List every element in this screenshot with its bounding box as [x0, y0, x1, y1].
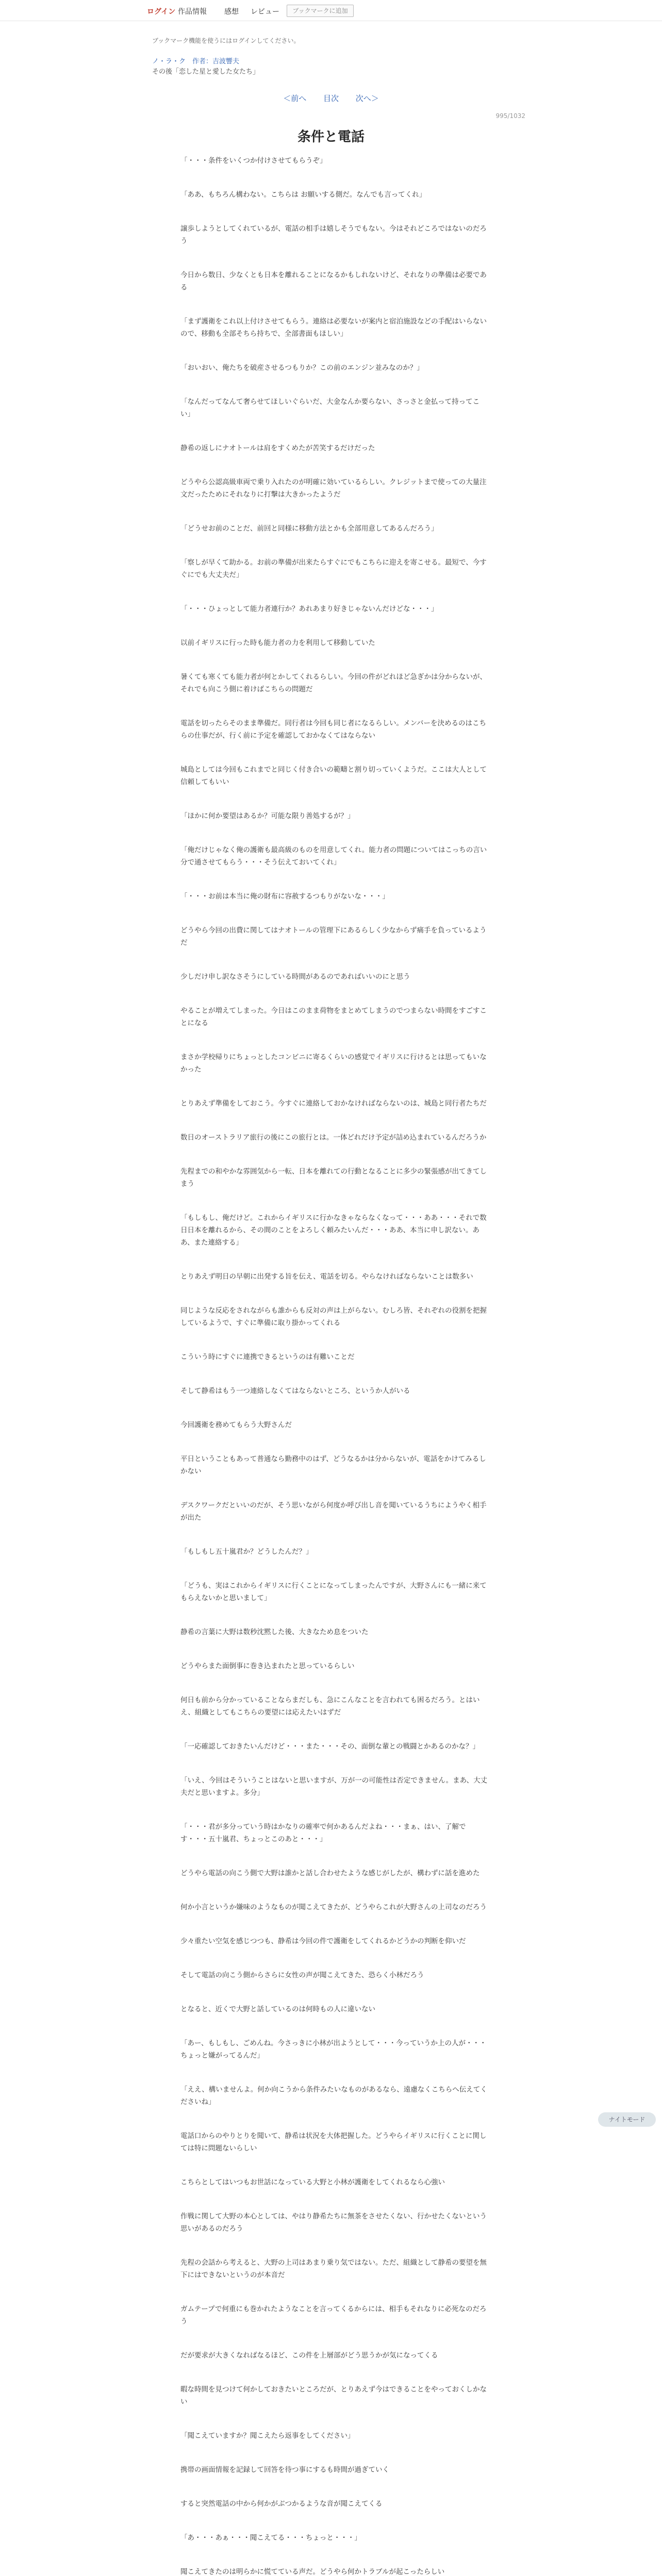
body-paragraph: 「どうせお前のことだ、前回と同様に移動方法とかも全部用意してあるんだろう」: [180, 524, 438, 533]
body-paragraph: やることが増えてしまった。今日はこのまま荷物をまとめてしまうのでつまらない時間をすごすことになる: [180, 1007, 487, 1027]
body-paragraph: 「・・・条件をいくつか付けさせてもらうぞ」: [180, 157, 327, 165]
prev-page-link[interactable]: ＜前へ: [283, 94, 307, 103]
body-paragraph: 「ええ、構いませんよ。何か向こうから条件みたいなものがあるなら、遠慮なくこちらへ伝えてくださいね」: [180, 2086, 487, 2106]
body-paragraph: 携帯の画面情報を記録して回答を待つ事にするも時間が過ぎていく: [180, 2466, 389, 2474]
top-navigation-bar: [0, 0, 662, 21]
body-paragraph: 暑くても寒くても能力者が何とかしてくれるらしい。今回の件がどれほど急ぎかは分からないが、それでも向こう側に着けばこちらの問題だ: [180, 673, 487, 693]
body-paragraph: こちらとしてはいつもお世話になっている大野と小林が護衛をしてくれるなら心強い: [180, 2178, 445, 2187]
body-paragraph: 今日から数日、少なくとも日本を離れることになるかもしれないけど、それなりの準備は必要である: [180, 271, 487, 292]
page-number: 995/1032: [495, 112, 525, 120]
body-paragraph: 暇な時間を見つけて何かしておきたいところだが、とりあえず今はできることをやっておくしかない: [180, 2385, 487, 2406]
body-paragraph: 静希の言葉に大野は数秒沈黙した後、大きなため息をついた: [180, 1628, 369, 1636]
series-subtitle: その後「恋した星と愛した女たち」: [152, 68, 260, 76]
next-page-link[interactable]: 次へ＞: [355, 94, 379, 103]
toc-link[interactable]: 目次: [323, 94, 339, 103]
body-paragraph: 「まず護衛をこれ以上付けさせてもらう。連絡は必要ないが案内と宿泊施設などの手配はいらないので、移動も全部そちら持ちで、全部書面もほしい」: [180, 317, 487, 338]
body-paragraph: とりあえず準備をしておこう。今すぐに連絡しておかなければならないのは、城島と同行者たちだ: [180, 1099, 487, 1108]
body-paragraph: 何日も前から分かっていることならまだしも、急にこんなことを言われても困るだろう。とはいえ、組織としてもこちらの要望には応えたいはずだ: [180, 1696, 480, 1717]
impressions-link[interactable]: 感想: [224, 8, 239, 16]
body-paragraph: 数日のオーストラリア旅行の後にこの旅行とは。一体どれだけ予定が詰め込まれているんだろうか: [180, 1133, 487, 1142]
body-paragraph: 先程の会話から考えると、大野の上司はあまり乗り気ではない。ただ、組織として静希の要望を無下にはできないというのが本音だ: [180, 2259, 487, 2279]
body-paragraph: 同じような反応をされながらも誰からも反対の声は上がらない。むしろ皆、それぞれの役割を把握しているようで、すぐに準備に取り掛かってくれる: [180, 1307, 487, 1327]
body-paragraph: そして電話の向こう側からさらに女性の声が聞こえてきた、恐らく小林だろう: [180, 1971, 424, 1979]
body-paragraph: 少々重たい空気を感じつつも、静希は今回の件で護衛をしてくれるかどうかの判断を仰いだ: [180, 1937, 466, 1945]
body-paragraph: すると突然電話の中から何かがぶつかるような音が聞こえてくる: [180, 2500, 383, 2508]
reviews-link[interactable]: レビュー: [251, 8, 279, 16]
body-paragraph: 「一応確認しておきたいんだけど・・・また・・・その、面倒な輩との戦闘とかあるのかな？」: [180, 1742, 479, 1751]
body-paragraph: まさか学校帰りにちょっとしたコンビニに寄るくらいの感覚でイギリスに行けるとは思ってもいなかった: [180, 1053, 487, 1074]
body-paragraph: 少しだけ申し訳なさそうにしている時間があるのであればいいのにと思う: [180, 973, 410, 981]
body-paragraph: ガムテープで何重にも巻かれたようなことを言ってくるからには、相手もそれなりに必死なのだろう: [180, 2305, 487, 2326]
body-paragraph: 以前イギリスに行った時も能力者の力を利用して移動していた: [180, 639, 375, 647]
night-mode-toggle[interactable]: ナイトモード: [598, 2112, 656, 2127]
body-paragraph: どうやら今回の出費に関してはナオトールの管理下にあるらしく少なからず痛手を負っているようだ: [180, 926, 487, 947]
body-paragraph: 城島としては今回もこれまでと同じく付き合いの範疇と割り切っていくようだ。ここは大人として信頼してもいい: [180, 766, 487, 786]
body-paragraph: 「俺だけじゃなく俺の護衛も最高級のものを用意してくれ。能力者の問題についてはこっちの言い分で通させてもらう・・・そう伝えておいてくれ」: [180, 846, 487, 867]
body-paragraph: 今回護衛を務めてもらう大野さんだ: [180, 1421, 292, 1429]
body-paragraph: 「・・・ひょっとして能力者連行か？あれあまり好きじゃないんだけどな・・・」: [180, 605, 438, 613]
body-paragraph: デスクワークだといいのだが、そう思いながら何度か呼び出し音を聞いているうちにようやく相手が出た: [180, 1501, 487, 1522]
body-paragraph: 「もしもし五十嵐君か？どうしたんだ？」: [180, 1548, 313, 1556]
body-paragraph: 聞こえてきたのは明らかに慌てている声だ。どうやら何かトラブルが起こったらしい: [180, 2568, 445, 2576]
pager-top: [0, 93, 662, 104]
body-paragraph: 静希の返しにナオトールは肩をすくめたが苦笑するだけだった: [180, 444, 375, 452]
body-paragraph: 「ほかに何か要望はあるか？可能な限り善処するが？」: [180, 812, 355, 820]
body-paragraph: とりあえず明日の早朝に出発する旨を伝え、電話を切る。やらなければならないことは数多い: [180, 1273, 473, 1281]
body-paragraph: 「あー、もしもし、ごめんね。今さっきに小林が出ようとして・・・今っていうか上の人が・・・ちょっと嫌がってるんだ」: [180, 2039, 487, 2060]
body-paragraph: 何か小言というか嫌味のようなものが聞こえてきたが、どうやらこれが大野さんの上司なのだろう: [180, 1903, 487, 1911]
body-paragraph: 作戦に関して大野の本心としては、やはり静希たちに無茶をさせたくない、行かせたくないという思いがあるのだろう: [180, 2212, 487, 2233]
body-paragraph: 「いえ、今回はそういうことはないと思いますが、万が一の可能性は否定できません。まあ、大丈夫だと思いますよ。多分」: [180, 1776, 488, 1797]
chapter-body: [180, 155, 490, 2576]
body-paragraph: 「おいおい、俺たちを破産させるつもりか？この前のエンジン並みなのか？」: [180, 364, 424, 372]
body-paragraph: 電話口からのやりとりを聞いて、静希は状況を大体把握した。どうやらイギリスに行くことに関しては特に問題ないらしい: [180, 2132, 487, 2153]
body-paragraph: 「ああ、もちろん構わない。こちらは お願いする側だ。なんでも言ってくれ」: [180, 191, 426, 199]
body-paragraph: 「・・・君が多分っていう時はかなりの確率で何かあるんだよね・・・まぁ、はい、了解です・・・五十嵐君、ちょっとこのあと・・・」: [180, 1823, 466, 1843]
body-paragraph: 「どうも、実はこれからイギリスに行くことになってしまったんですが、大野さんにも一緒に来てもらえないかと思いまして」: [180, 1582, 487, 1602]
body-paragraph: どうやら電話の向こう側で大野は誰かと話し合わせたような感じがしたが、構わずに話を進めた: [180, 1869, 480, 1877]
body-paragraph: 「なんだってなんて奢らせてほしいぐらいだ、大金なんか要らない、さっさと金払って持ってこい」: [180, 398, 480, 418]
body-paragraph: 「・・・お前は本当に俺の財布に容赦するつもりがないな・・・」: [180, 892, 389, 901]
body-paragraph: 「もしもし、俺だけど。これからイギリスに行かなきゃならなくなって・・・ああ・・・それで数日日本を離れるから、その間のことをよろしく頼みたいんだ・・・ああ、本当に申し訳ない。ああ、また連絡する」: [180, 1214, 487, 1247]
login-notice: ブックマーク機能を使うにはログインしてください。: [152, 37, 300, 44]
body-paragraph: 電話を切ったらそのまま準備だ。同行者は今回も同じ者になるらしい。メンバーを決めるのはこちらの仕事だが、行く前に予定を確認しておかなくてはならない: [180, 719, 487, 740]
body-paragraph: 先程までの和やかな雰囲気から一転、日本を離れての行動となることに多少の緊張感が出てきてしまう: [180, 1167, 487, 1188]
body-paragraph: 平日ということもあって普通なら勤務中のはず、どうなるかは分からないが、電話をかけてみるしかない: [180, 1455, 486, 1476]
body-paragraph: 「聞こえていますか？聞こえたら返事をしてください」: [180, 2432, 355, 2440]
login-link[interactable]: ログイン: [147, 8, 176, 16]
body-paragraph: 「察しが早くて助かる。お前の準備が出来たらすぐにでもこちらに迎えを寄こせる。最短で、今すぐにでも大丈夫だ」: [180, 558, 487, 579]
body-paragraph: どうやらまた面倒事に巻き込まれたと思っているらしい: [180, 1662, 355, 1670]
body-paragraph: だが要求が大きくなればなるほど、この件を上層部がどう思うかが気になってくる: [180, 2351, 438, 2360]
body-paragraph: そして静希はもう一つ連絡しなくてはならないところ、というか人がいる: [180, 1387, 410, 1395]
body-paragraph: となると、近くで大野と話しているのは何時もの人に違いない: [180, 2005, 375, 2013]
work-info-link[interactable]: 作品情報: [178, 8, 207, 16]
body-paragraph: こういう時にすぐに連携できるというのは有難いことだ: [180, 1353, 355, 1361]
bookmark-button[interactable]: ブックマークに追加: [287, 5, 354, 17]
chapter-title: 条件と電話: [297, 129, 365, 145]
body-paragraph: 「あ・・・あぁ・・・聞こえてる・・・ちょっと・・・」: [180, 2534, 361, 2542]
body-paragraph: どうやら公認高級車両で乗り入れたのが明確に効いているらしい。クレジットまで使っての大量注文だったためにそれなりに打撃は大きかったようだ: [180, 478, 487, 499]
series-author-link[interactable]: ノ・ラ・ク 作者：吉波響夫: [152, 58, 240, 65]
body-paragraph: 譲歩しようとしてくれているが、電話の相手は嬉しそうでもない。今はそれどころではないのだろう: [180, 225, 487, 245]
